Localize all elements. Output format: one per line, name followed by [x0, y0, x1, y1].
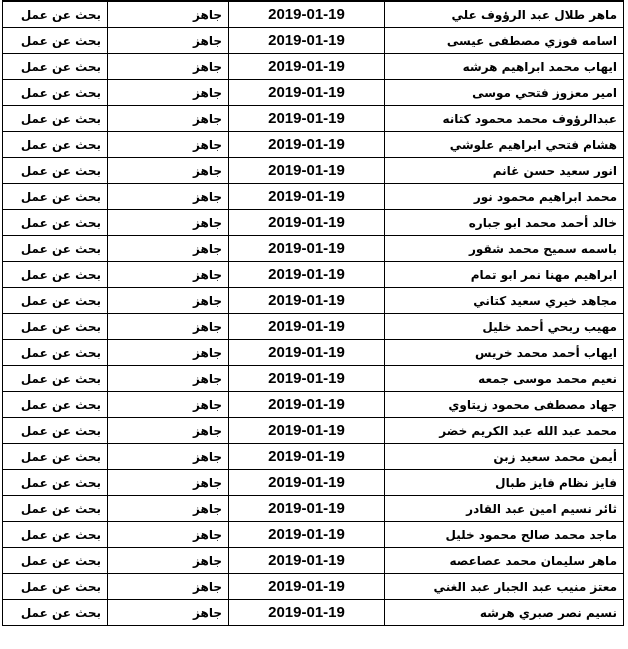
table-row: [3, 236, 624, 262]
table-row: [3, 132, 624, 158]
name-cell: مهيب ربحي أحمد خليل: [385, 314, 624, 340]
date-cell: 2019-01-19: [229, 210, 385, 236]
name-cell: خالد أحمد محمد ابو جباره: [385, 210, 624, 236]
name-cell: عبدالرؤوف محمد محمود كتانه: [385, 106, 624, 132]
status-cell: جاهز: [108, 366, 229, 392]
date-cell: 2019-01-19: [229, 366, 385, 392]
status-cell: جاهز: [108, 418, 229, 444]
request-type-cell: بحث عن عمل: [3, 496, 108, 522]
date-cell: 2019-01-19: [229, 132, 385, 158]
name-cell: أيمن محمد سعيد زبن: [385, 444, 624, 470]
table-row: [3, 106, 624, 132]
date-cell: 2019-01-19: [229, 548, 385, 574]
date-cell: 2019-01-19: [229, 574, 385, 600]
name-cell: ماهر طلال عبد الرؤوف علي: [385, 1, 624, 28]
request-type-cell: بحث عن عمل: [3, 236, 108, 262]
table-row: [3, 28, 624, 54]
status-cell: جاهز: [108, 184, 229, 210]
table-row: [3, 158, 624, 184]
name-cell: محمد عبد الله عبد الكريم خضر: [385, 418, 624, 444]
table-row: [3, 210, 624, 236]
table-row: [3, 314, 624, 340]
status-cell: جاهز: [108, 210, 229, 236]
request-type-cell: بحث عن عمل: [3, 106, 108, 132]
name-cell: ايهاب محمد ابراهيم هرشه: [385, 54, 624, 80]
request-type-cell: بحث عن عمل: [3, 340, 108, 366]
date-cell: 2019-01-19: [229, 314, 385, 340]
status-cell: جاهز: [108, 470, 229, 496]
request-type-cell: بحث عن عمل: [3, 262, 108, 288]
table-row: [3, 574, 624, 600]
date-cell: 2019-01-19: [229, 158, 385, 184]
table-row: [3, 184, 624, 210]
date-cell: 2019-01-19: [229, 522, 385, 548]
date-cell: 2019-01-19: [229, 600, 385, 626]
table-row: [3, 444, 624, 470]
status-cell: جاهز: [108, 106, 229, 132]
name-cell: ايهاب أحمد محمد خريس: [385, 340, 624, 366]
request-type-cell: بحث عن عمل: [3, 548, 108, 574]
date-cell: 2019-01-19: [229, 340, 385, 366]
request-type-cell: بحث عن عمل: [3, 184, 108, 210]
table-row: [3, 548, 624, 574]
request-type-cell: بحث عن عمل: [3, 210, 108, 236]
status-cell: جاهز: [108, 314, 229, 340]
request-type-cell: بحث عن عمل: [3, 28, 108, 54]
name-cell: محمد ابراهيم محمود نور: [385, 184, 624, 210]
date-cell: 2019-01-19: [229, 470, 385, 496]
table-row: [3, 496, 624, 522]
table-row: [3, 54, 624, 80]
date-cell: 2019-01-19: [229, 496, 385, 522]
request-type-cell: بحث عن عمل: [3, 418, 108, 444]
roster-table: [2, 0, 624, 626]
request-type-cell: بحث عن عمل: [3, 392, 108, 418]
status-cell: جاهز: [108, 28, 229, 54]
name-cell: هشام فتحي ابراهيم علوشي: [385, 132, 624, 158]
date-cell: 2019-01-19: [229, 1, 385, 28]
name-cell: باسمه سميح محمد شقور: [385, 236, 624, 262]
table-row: [3, 470, 624, 496]
status-cell: جاهز: [108, 158, 229, 184]
request-type-cell: بحث عن عمل: [3, 1, 108, 28]
name-cell: ماجد محمد صالح محمود خليل: [385, 522, 624, 548]
status-cell: جاهز: [108, 522, 229, 548]
name-cell: فايز نظام فايز طبال: [385, 470, 624, 496]
date-cell: 2019-01-19: [229, 54, 385, 80]
status-cell: جاهز: [108, 574, 229, 600]
name-cell: جهاد مصطفى محمود زيتاوي: [385, 392, 624, 418]
date-cell: 2019-01-19: [229, 262, 385, 288]
roster-sheet: [2, 0, 624, 626]
status-cell: جاهز: [108, 132, 229, 158]
status-cell: جاهز: [108, 496, 229, 522]
request-type-cell: بحث عن عمل: [3, 522, 108, 548]
table-row: [3, 288, 624, 314]
table-row: [3, 392, 624, 418]
name-cell: ماهر سليمان محمد عصاعصه: [385, 548, 624, 574]
table-row: [3, 522, 624, 548]
request-type-cell: بحث عن عمل: [3, 80, 108, 106]
table-row: [3, 366, 624, 392]
request-type-cell: بحث عن عمل: [3, 600, 108, 626]
status-cell: جاهز: [108, 444, 229, 470]
date-cell: 2019-01-19: [229, 28, 385, 54]
table-row: [3, 600, 624, 626]
date-cell: 2019-01-19: [229, 106, 385, 132]
table-row: [3, 262, 624, 288]
status-cell: جاهز: [108, 262, 229, 288]
status-cell: جاهز: [108, 600, 229, 626]
request-type-cell: بحث عن عمل: [3, 470, 108, 496]
status-cell: جاهز: [108, 340, 229, 366]
name-cell: ثائر نسيم امين عبد القادر: [385, 496, 624, 522]
status-cell: جاهز: [108, 236, 229, 262]
date-cell: 2019-01-19: [229, 444, 385, 470]
name-cell: انور سعيد حسن غانم: [385, 158, 624, 184]
request-type-cell: بحث عن عمل: [3, 574, 108, 600]
request-type-cell: بحث عن عمل: [3, 158, 108, 184]
date-cell: 2019-01-19: [229, 288, 385, 314]
name-cell: نعيم محمد موسى جمعه: [385, 366, 624, 392]
status-cell: جاهز: [108, 548, 229, 574]
status-cell: جاهز: [108, 54, 229, 80]
table-row: [3, 418, 624, 444]
status-cell: جاهز: [108, 288, 229, 314]
date-cell: 2019-01-19: [229, 392, 385, 418]
date-cell: 2019-01-19: [229, 418, 385, 444]
date-cell: 2019-01-19: [229, 184, 385, 210]
date-cell: 2019-01-19: [229, 80, 385, 106]
table-row: [3, 80, 624, 106]
name-cell: معتز منيب عبد الجبار عبد الغني: [385, 574, 624, 600]
request-type-cell: بحث عن عمل: [3, 366, 108, 392]
request-type-cell: بحث عن عمل: [3, 132, 108, 158]
name-cell: اسامه فوزي مصطفى عيسى: [385, 28, 624, 54]
status-cell: جاهز: [108, 392, 229, 418]
request-type-cell: بحث عن عمل: [3, 288, 108, 314]
table-row: [3, 340, 624, 366]
name-cell: نسيم نصر صبري هرشه: [385, 600, 624, 626]
name-cell: مجاهد خيري سعيد كتاني: [385, 288, 624, 314]
request-type-cell: بحث عن عمل: [3, 444, 108, 470]
name-cell: ابراهيم مهنا نمر ابو تمام: [385, 262, 624, 288]
table-row: [3, 1, 624, 28]
roster-body: [3, 1, 624, 626]
status-cell: جاهز: [108, 1, 229, 28]
request-type-cell: بحث عن عمل: [3, 314, 108, 340]
name-cell: امير معزوز فتحي موسى: [385, 80, 624, 106]
request-type-cell: بحث عن عمل: [3, 54, 108, 80]
status-cell: جاهز: [108, 80, 229, 106]
date-cell: 2019-01-19: [229, 236, 385, 262]
